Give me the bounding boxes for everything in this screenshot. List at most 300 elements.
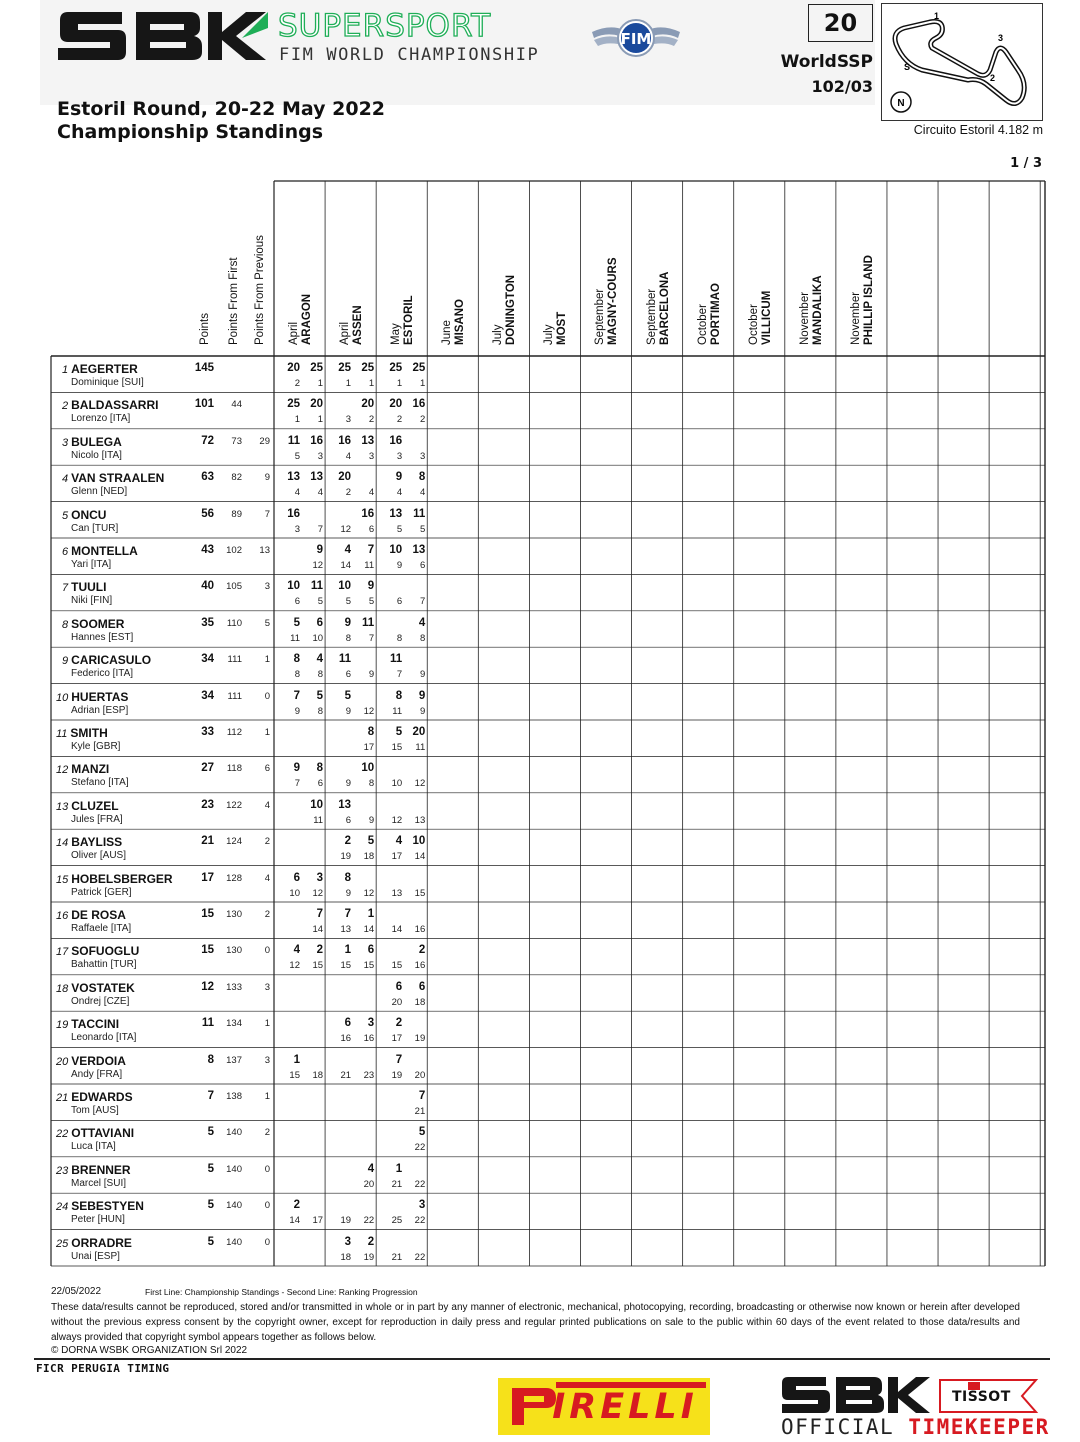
footer-copyright: © DORNA WSBK ORGANIZATION Srl 2022 — [51, 1345, 248, 1356]
race-ranking: 10 — [391, 778, 403, 790]
footer-date: 22/05/2022 — [51, 1286, 102, 1297]
round-month: November — [849, 291, 862, 345]
points-from-first: 124 — [226, 836, 242, 848]
footer-divider — [34, 1358, 1050, 1360]
sbk-footer-logo — [780, 1375, 930, 1415]
round-name: ASSEN — [352, 305, 365, 345]
footer-legal-notice: These data/results cannot be reproduced, stored and/or transmitted in whole or in part by any manner of electronic, mechanical, photocopying, recording, broadcasting or otherwise now known or herein after developed without the previous express consent by the copyright owner, except for reproduction in daily press and regular printed publications on sale to the public within 60 days of the event related to those data/results and always provided that copyright symbol appears together as follows below. — [51, 1302, 1020, 1343]
rider-points: 11 — [201, 1017, 214, 1030]
rider-points: 145 — [194, 362, 214, 374]
rider-position: 3 — [62, 436, 69, 449]
rider-name-line — [56, 835, 122, 849]
race-ranking: 12 — [363, 705, 375, 717]
rider-name-line — [62, 471, 164, 485]
rider-firstname-nation: Unai [ESP] — [71, 1250, 120, 1262]
rider-position: 2 — [62, 400, 69, 413]
race-ranking: 1 — [317, 378, 324, 389]
race-standing-points: 2 — [293, 1199, 300, 1212]
race-standing-points: 4 — [344, 544, 352, 556]
rider-name-line — [56, 981, 135, 995]
rider-points: 23 — [201, 798, 214, 811]
race-standing-points: 3 — [344, 1235, 352, 1248]
rider-firstname-nation: Tom [AUS] — [71, 1105, 119, 1116]
rider-position: 5 — [62, 509, 69, 522]
round-header-aragon — [288, 294, 314, 345]
points-from-previous: 2 — [264, 1127, 270, 1139]
race-ranking: 6 — [368, 523, 375, 535]
race-ranking: 3 — [396, 450, 403, 462]
rider-firstname-nation: Jules [FRA] — [71, 813, 123, 825]
race-standing-points: 5 — [316, 689, 324, 702]
race-ranking: 12 — [312, 560, 324, 571]
race-ranking: 15 — [312, 960, 324, 972]
race-ranking: 8 — [368, 778, 375, 790]
race-ranking: 15 — [414, 887, 426, 899]
round-header-phillip-island — [850, 255, 876, 345]
race-standing-points: 10 — [412, 835, 426, 848]
rider-surname: BAYLISS — [71, 835, 123, 850]
rider-position: 6 — [62, 546, 69, 558]
round-month: July — [543, 324, 556, 345]
race-standing-points: 11 — [361, 616, 375, 629]
race-ranking: 3 — [317, 450, 324, 462]
race-ranking: 20 — [363, 1178, 375, 1190]
rider-firstname-nation: Ondrej [CZE] — [71, 995, 130, 1007]
rider-name-line — [56, 1236, 132, 1250]
race-standing-points: 13 — [412, 544, 426, 556]
points-from-first: 137 — [226, 1054, 242, 1066]
rider-name-line — [56, 799, 119, 813]
rider-firstname-nation: Niki [FIN] — [71, 595, 113, 607]
rider-surname: SEBESTYEN — [71, 1199, 144, 1214]
rider-surname: HOBELSBERGER — [71, 871, 173, 886]
race-standing-points: 20 — [310, 398, 324, 411]
race-ranking: 12 — [312, 887, 324, 899]
rider-firstname-nation: Raffaele [ITA] — [71, 923, 132, 934]
race-standing-points: 9 — [293, 762, 300, 775]
race-ranking: 9 — [419, 669, 426, 681]
timekeeper-official: OFFICIAL — [781, 1415, 895, 1439]
round-header-portimao — [697, 283, 723, 345]
rider-points: 5 — [207, 1162, 214, 1175]
race-standing-points: 7 — [395, 1053, 403, 1066]
race-ranking: 3 — [294, 523, 300, 535]
race-ranking: 2 — [294, 378, 300, 389]
race-ranking: 6 — [294, 596, 300, 608]
race-ranking: 1 — [317, 414, 324, 426]
race-standing-points: 1 — [395, 1162, 403, 1175]
race-ranking: 8 — [294, 669, 300, 681]
race-standing-points: 9 — [316, 544, 324, 556]
rider-surname: BULEGA — [71, 434, 122, 449]
race-ranking: 19 — [363, 1251, 375, 1263]
race-ranking: 4 — [396, 487, 403, 499]
rider-name-line — [62, 398, 158, 412]
round-number: 20 — [808, 4, 873, 42]
race-ranking: 4 — [419, 487, 426, 499]
race-ranking: 22 — [414, 1251, 426, 1263]
race-ranking: 1 — [396, 378, 403, 389]
race-ranking: 5 — [317, 596, 324, 608]
rider-position: 16 — [56, 910, 69, 922]
rider-position: 19 — [56, 1019, 69, 1032]
race-ranking: 7 — [317, 523, 324, 535]
north-label: N — [897, 98, 905, 109]
round-month: September — [594, 288, 607, 345]
rider-firstname-nation: Can [TUR] — [71, 522, 119, 534]
rider-points: 56 — [201, 507, 214, 520]
race-ranking: 1 — [345, 378, 352, 389]
points-from-first: 130 — [226, 945, 242, 957]
race-standing-points: 1 — [293, 1053, 300, 1066]
rider-name-line — [62, 508, 106, 522]
rider-firstname-nation: Glenn [NED] — [71, 486, 128, 498]
round-header-misano — [441, 299, 467, 345]
round-header-barcelona — [646, 272, 672, 345]
rider-points: 15 — [201, 944, 214, 957]
race-standing-points: 11 — [310, 580, 324, 593]
round-name: MISANO — [454, 299, 467, 345]
race-ranking: 21 — [391, 1178, 403, 1190]
corner-label: S — [904, 62, 911, 72]
race-standing-points: 20 — [412, 726, 426, 738]
rider-position: 22 — [56, 1128, 69, 1141]
race-standing-points: 20 — [361, 398, 375, 411]
race-ranking: 19 — [340, 851, 352, 863]
document-subtitle: Championship Standings — [57, 121, 324, 143]
points-from-previous: 1 — [264, 654, 270, 666]
race-standing-points: 10 — [310, 798, 324, 811]
race-standing-points: 5 — [367, 835, 375, 848]
rider-firstname-nation: Oliver [AUS] — [71, 850, 127, 862]
race-ranking: 8 — [345, 632, 352, 644]
rider-firstname-nation: Nicolo [ITA] — [71, 449, 122, 461]
race-standing-points: 16 — [338, 434, 352, 447]
race-standing-points: 10 — [389, 544, 403, 556]
rider-points: 15 — [201, 908, 214, 920]
rider-name-line — [62, 362, 138, 376]
race-ranking: 13 — [414, 814, 426, 826]
race-ranking: 7 — [396, 669, 403, 681]
fim-logo — [590, 14, 682, 64]
rider-position: 11 — [56, 728, 68, 740]
race-ranking: 6 — [345, 669, 352, 681]
race-standing-points: 2 — [367, 1235, 375, 1248]
race-standing-points: 8 — [418, 471, 426, 484]
ficr-timing-logo: FICR PERUGIA TIMING — [36, 1362, 170, 1375]
series-subtitle: FIM WORLD CHAMPIONSHIP — [279, 45, 540, 65]
points-from-first: 105 — [226, 581, 242, 593]
rider-surname: SMITH — [70, 726, 108, 740]
round-name: PHILLIP ISLAND — [863, 255, 876, 345]
race-standing-points: 2 — [395, 1017, 403, 1030]
points-from-previous: 0 — [264, 690, 270, 702]
race-standing-points: 1 — [367, 908, 375, 920]
column-header: Points — [199, 313, 211, 345]
race-standing-points: 1 — [344, 944, 352, 957]
round-header-magny-cours — [594, 257, 620, 345]
rider-surname: HUERTAS — [71, 689, 129, 704]
race-standing-points: 6 — [316, 616, 324, 629]
rider-name-line — [62, 617, 124, 631]
rider-surname: CLUZEL — [71, 798, 119, 813]
race-ranking: 22 — [414, 1178, 426, 1190]
round-name: MAGNY-COURS — [607, 257, 620, 345]
race-standing-points: 3 — [316, 871, 324, 884]
race-ranking: 9 — [368, 814, 375, 826]
race-standing-points: 8 — [367, 726, 375, 738]
points-from-first: 102 — [226, 545, 242, 556]
race-standing-points: 25 — [310, 362, 324, 374]
points-from-first: 112 — [226, 727, 242, 738]
race-standing-points: 8 — [316, 762, 324, 775]
round-name: BARCELONA — [658, 271, 671, 345]
rider-firstname-nation: Stefano [ITA] — [71, 777, 129, 789]
race-ranking: 3 — [419, 450, 426, 462]
race-standing-points: 11 — [413, 507, 426, 520]
race-standing-points: 11 — [389, 653, 403, 666]
rider-position: 15 — [56, 873, 69, 886]
points-from-previous: 3 — [264, 581, 270, 593]
race-standing-points: 16 — [361, 507, 375, 520]
race-ranking: 7 — [419, 596, 426, 608]
points-from-first: 138 — [226, 1091, 242, 1102]
race-ranking: 2 — [419, 414, 426, 426]
race-ranking: 14 — [289, 1215, 300, 1227]
tissot-wordmark: TISSOT — [952, 1389, 1011, 1405]
round-header-most — [543, 312, 569, 345]
column-header: Points From Previous — [254, 235, 266, 345]
rider-points: 7 — [207, 1090, 214, 1102]
race-ranking: 11 — [364, 560, 375, 571]
points-from-previous: 29 — [259, 435, 270, 447]
race-ranking: 19 — [391, 1069, 403, 1081]
race-standing-points: 9 — [395, 471, 403, 484]
rider-name-line — [56, 1126, 134, 1140]
rider-firstname-nation: Kyle [GBR] — [71, 741, 121, 752]
race-ranking: 18 — [340, 1251, 352, 1263]
race-standing-points: 5 — [293, 616, 300, 629]
event-title: Estoril Round, 20-22 May 2022 — [57, 98, 386, 120]
race-standing-points: 16 — [389, 434, 403, 447]
round-header-assen — [339, 305, 365, 345]
circuit-caption: Circuito Estoril 4.182 m — [913, 123, 1043, 137]
rider-firstname-nation: Andy [FRA] — [71, 1068, 123, 1080]
round-name: VILLICUM — [760, 290, 773, 345]
series-title: SUPERSPORT — [278, 8, 492, 44]
race-standing-points: 13 — [310, 471, 324, 484]
rider-name-line — [56, 944, 139, 958]
rider-name-line — [56, 762, 109, 776]
points-from-previous: 4 — [264, 872, 270, 884]
points-from-previous: 1 — [264, 1091, 270, 1102]
race-standing-points: 20 — [389, 398, 403, 411]
rider-points: 43 — [201, 544, 214, 556]
rider-points: 17 — [201, 871, 214, 884]
rider-firstname-nation: Federico [ITA] — [71, 668, 134, 680]
rider-surname: DE ROSA — [71, 908, 126, 922]
race-standing-points: 5 — [395, 726, 403, 738]
race-standing-points: 7 — [316, 908, 324, 920]
race-ranking: 12 — [414, 778, 426, 790]
race-ranking: 12 — [391, 814, 403, 826]
race-ranking: 23 — [363, 1069, 375, 1081]
race-ranking: 12 — [340, 523, 352, 535]
race-standing-points: 9 — [367, 580, 375, 593]
race-ranking: 4 — [368, 487, 375, 499]
rider-name-line — [56, 872, 173, 886]
round-month: November — [798, 291, 811, 345]
rider-position: 4 — [62, 473, 69, 486]
race-ranking: 6 — [396, 596, 403, 608]
race-standing-points: 4 — [418, 616, 426, 629]
race-ranking: 13 — [340, 924, 352, 935]
race-ranking: 5 — [419, 523, 426, 535]
round-header-mandalika — [799, 275, 825, 345]
points-from-first: 130 — [226, 909, 242, 920]
sbk-logo — [56, 8, 268, 64]
rider-points: 21 — [201, 835, 214, 848]
rider-firstname-nation: Bahattin [TUR] — [71, 959, 137, 971]
rider-position: 12 — [56, 764, 69, 777]
round-name: DONINGTON — [505, 274, 518, 345]
race-ranking: 19 — [414, 1033, 426, 1045]
round-month: April — [288, 321, 300, 345]
race-standing-points: 6 — [395, 980, 403, 993]
rider-position: 13 — [56, 800, 69, 813]
race-standing-points: 25 — [361, 362, 375, 374]
rider-surname: OTTAVIANI — [71, 1126, 135, 1141]
race-standing-points: 8 — [293, 653, 300, 666]
round-header-estoril — [390, 295, 416, 345]
rider-firstname-nation: Patrick [GER] — [71, 886, 132, 898]
rider-points: 72 — [201, 434, 214, 447]
round-month: June — [441, 320, 454, 345]
rider-firstname-nation: Peter [HUN] — [71, 1214, 125, 1226]
race-standing-points: 9 — [344, 616, 352, 629]
rider-position: 17 — [56, 946, 69, 959]
rider-name-line — [56, 690, 128, 704]
points-from-previous: 0 — [264, 945, 270, 957]
race-ranking: 18 — [414, 996, 426, 1008]
race-ranking: 2 — [368, 414, 375, 426]
round-name: MANDALIKA — [812, 275, 825, 345]
rider-points: 34 — [201, 689, 214, 702]
round-month: July — [492, 324, 505, 345]
points-from-previous: 1 — [264, 727, 270, 738]
race-ranking: 11 — [415, 742, 426, 753]
rider-firstname-nation: Lorenzo [ITA] — [71, 413, 131, 425]
rider-surname: TUULI — [71, 580, 107, 595]
points-from-first: 140 — [226, 1127, 242, 1139]
race-standing-points: 25 — [389, 362, 403, 374]
points-from-previous: 5 — [264, 617, 270, 629]
race-ranking: 12 — [289, 960, 300, 972]
race-standing-points: 4 — [293, 944, 300, 957]
pirelli-wordmark: IRELLI — [552, 1387, 698, 1427]
rider-name-line — [56, 1054, 126, 1068]
race-ranking: 5 — [294, 450, 300, 462]
rider-points: 12 — [201, 980, 214, 993]
rider-surname: EDWARDS — [71, 1090, 133, 1104]
race-ranking: 1 — [368, 378, 375, 389]
race-ranking: 8 — [419, 632, 426, 644]
race-ranking: 9 — [368, 669, 375, 681]
points-from-first: 134 — [226, 1018, 242, 1030]
race-ranking: 10 — [289, 887, 300, 899]
race-ranking: 11 — [290, 632, 300, 644]
race-ranking: 17 — [363, 742, 375, 753]
race-ranking: 11 — [392, 705, 403, 717]
race-ranking: 9 — [345, 887, 352, 899]
points-from-previous: 13 — [259, 545, 270, 556]
points-from-previous: 1 — [264, 1018, 270, 1030]
corner-label: 2 — [990, 73, 996, 83]
race-standing-points: 16 — [310, 434, 324, 447]
round-name: PORTIMAO — [709, 283, 722, 345]
corner-label: 3 — [998, 33, 1004, 43]
race-ranking: 19 — [340, 1215, 352, 1227]
race-ranking: 3 — [345, 414, 352, 426]
points-from-previous: 3 — [264, 981, 270, 993]
race-ranking: 14 — [363, 924, 375, 935]
points-from-previous: 0 — [264, 1200, 270, 1212]
race-ranking: 20 — [414, 1069, 426, 1081]
round-month: October — [696, 304, 709, 345]
rider-surname: BRENNER — [71, 1162, 131, 1177]
race-standing-points: 10 — [361, 762, 375, 775]
race-standing-points: 6 — [367, 944, 375, 957]
rider-position: 9 — [62, 655, 69, 668]
rider-position: 14 — [56, 837, 69, 850]
race-standing-points: 13 — [287, 471, 300, 484]
timekeeper-word: TIMEKEEPER — [908, 1415, 1050, 1439]
race-ranking: 17 — [391, 1033, 403, 1045]
track-map — [881, 3, 1043, 121]
points-from-first: 73 — [231, 435, 242, 447]
points-from-previous: 9 — [264, 472, 270, 484]
pirelli-logo — [498, 1378, 710, 1435]
race-ranking: 8 — [317, 705, 324, 717]
race-ranking: 17 — [391, 851, 403, 863]
rider-name-line — [62, 544, 138, 558]
rider-firstname-nation: Leonardo [ITA] — [71, 1032, 137, 1044]
race-ranking: 9 — [345, 705, 352, 717]
points-from-first: 122 — [226, 799, 242, 811]
points-from-first: 110 — [226, 617, 242, 629]
race-ranking: 17 — [312, 1215, 324, 1227]
race-ranking: 21 — [340, 1069, 352, 1081]
race-ranking: 9 — [396, 560, 403, 571]
points-from-previous: 7 — [264, 508, 270, 520]
race-standing-points: 11 — [287, 434, 300, 447]
race-ranking: 16 — [414, 924, 426, 935]
rider-name-line — [56, 1017, 119, 1031]
race-ranking: 15 — [363, 960, 375, 972]
race-standing-points: 4 — [367, 1162, 375, 1175]
race-ranking: 18 — [312, 1069, 324, 1081]
race-ranking: 14 — [414, 851, 426, 863]
race-standing-points: 13 — [389, 507, 403, 520]
race-ranking: 6 — [317, 778, 324, 790]
race-standing-points: 8 — [395, 689, 403, 702]
race-ranking: 9 — [345, 778, 352, 790]
rider-points: 27 — [201, 762, 214, 775]
rider-surname: SOFUOGLU — [71, 944, 140, 959]
race-ranking: 9 — [419, 705, 426, 717]
round-header-donington — [492, 275, 518, 345]
points-from-first: 118 — [226, 763, 242, 775]
